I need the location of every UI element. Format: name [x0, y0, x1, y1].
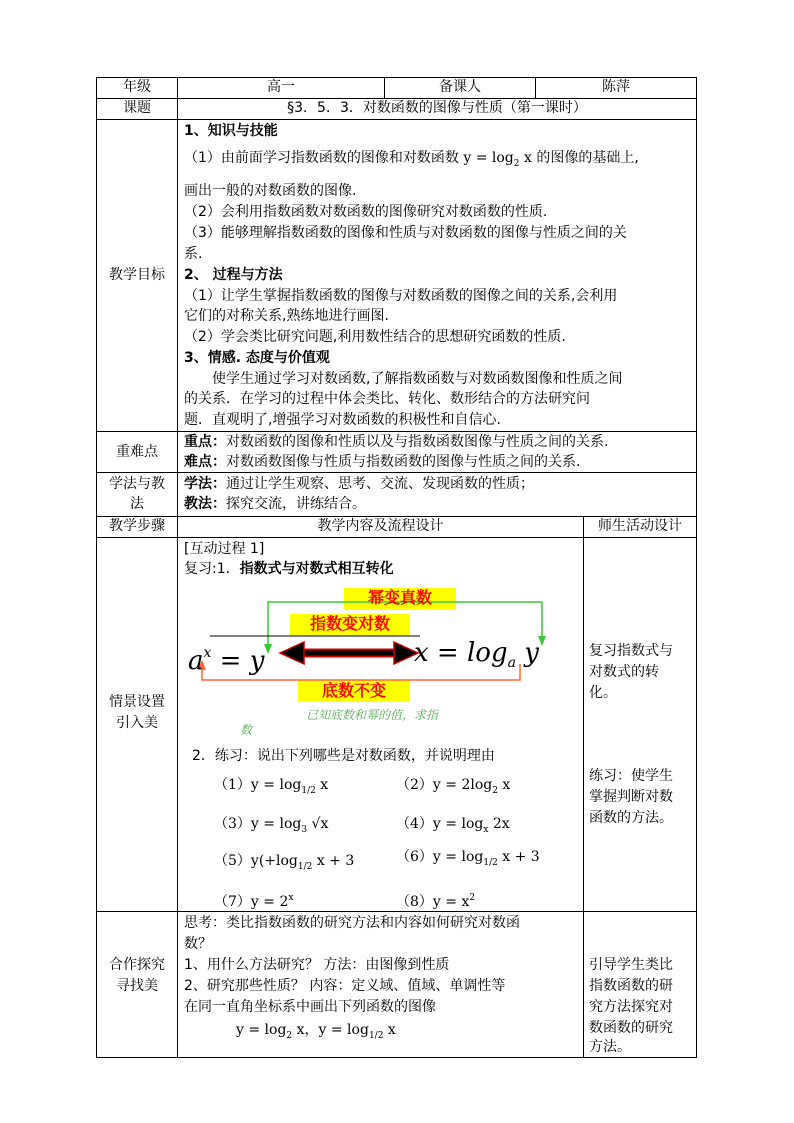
explore-label: 寻找美 — [116, 978, 158, 994]
formula-text: y = log — [236, 1022, 287, 1038]
item-formula: y = 2 — [250, 894, 289, 910]
eq-text: a — [188, 646, 204, 676]
preparer-value: 陈萍 — [602, 79, 630, 95]
goal-text-part: （1）由前面学习指数函数的图像和对数函数 — [184, 150, 459, 166]
item-formula: y = log — [250, 777, 302, 793]
steps-header-col1: 教学步骤 — [109, 518, 165, 534]
item-formula: y = x — [432, 894, 470, 910]
exercise-prompt: 2．练习：说出下列哪些是对数函数，并说明理由 — [192, 748, 495, 764]
explore-text: 1、用什么方法研究？ 方法：由图像到性质 — [184, 957, 450, 973]
topic-value: §3．5．3．对数函数的图像与性质（第一课时） — [287, 100, 587, 116]
methods-label: 法 — [130, 496, 144, 512]
grid-line — [96, 537, 697, 538]
green-arrowhead — [264, 644, 272, 654]
grid-line — [177, 77, 178, 1058]
goals-label: 教学目标 — [109, 267, 165, 283]
explore-text: 在同一直角坐标系中画出下列函数的图像 — [184, 999, 436, 1015]
goal-text: 题．直观明了,增强学习对数函数的积极性和自信心. — [184, 412, 501, 428]
eq-text: y — [515, 638, 539, 668]
focus-label: 重点： — [184, 434, 226, 450]
item-formula: y = log — [432, 849, 484, 865]
item-number: （2） — [396, 777, 433, 793]
grid-line — [96, 119, 697, 120]
goal-text-part: 的图像的基础上, — [536, 150, 639, 166]
formula-sub: 1/2 — [368, 1031, 384, 1041]
eq-text: = y — [211, 646, 265, 676]
formula-text: x， — [292, 1022, 319, 1038]
item-sup: 2 — [469, 893, 476, 903]
grid-line — [96, 472, 697, 473]
side-note: 数函数的研究 — [589, 1020, 673, 1036]
exercise-item — [214, 814, 328, 840]
item-number: （5） — [214, 853, 251, 869]
arrow-left — [280, 642, 304, 664]
item-formula: y = 2log — [432, 777, 493, 793]
formula-text: y = log — [318, 1022, 369, 1038]
side-note: 掌握判断对数 — [589, 789, 673, 805]
teach-line — [184, 494, 366, 514]
item-number: （3） — [214, 816, 251, 832]
difficulty-text: 对数函数图像与性质与指数函数的图像与性质之间的关系. — [226, 454, 581, 470]
goal-text: 画出一般的对数函数的图像. — [184, 183, 357, 199]
grade-value: 高一 — [267, 79, 295, 95]
teach-label: 教法： — [184, 496, 226, 512]
item-sub: 1/2 — [297, 862, 313, 872]
formula-text: x — [519, 150, 532, 166]
explore-text: 数？ — [184, 936, 212, 952]
eq-sub: a — [507, 655, 516, 671]
section-title: 2、 过程与方法 — [184, 267, 283, 283]
side-note: 化。 — [589, 685, 617, 701]
side-note: 复习指数式与 — [589, 643, 673, 659]
teach-text: 探究交流，讲练结合。 — [226, 496, 366, 512]
item-number: （6） — [396, 849, 433, 865]
item-rest: x — [315, 777, 329, 793]
explore-text: 思考：类比指数函数的研究方法和内容如何研究对数函 — [184, 915, 520, 931]
faded-note: 数 — [240, 723, 253, 737]
power-box-text: 幂变真数 — [367, 588, 432, 607]
section-title: 3、情感. 态度与价值观 — [184, 350, 330, 366]
item-sub: x — [483, 825, 489, 835]
base-box-text: 底数不变 — [321, 681, 386, 700]
focus-line — [184, 432, 608, 452]
item-rest: 2x — [488, 816, 510, 832]
explore-label: 合作探究 — [109, 957, 165, 973]
exercise-item — [214, 851, 354, 877]
difficulty-label: 难点： — [184, 454, 226, 470]
goal-text: 它们的对称关系,熟练地进行画图. — [184, 308, 389, 324]
grade-label: 年级 — [123, 79, 151, 95]
scene-label: 引入美 — [116, 715, 158, 731]
grid-line — [696, 77, 697, 1058]
formula-text: x — [383, 1022, 396, 1038]
goal-text: （2）会利用指数函数对数函数的图像研究对数函数的性质. — [184, 204, 548, 220]
faded-note: 已知底数和幂的值，求指 — [306, 708, 439, 722]
steps-header-col3: 师生活动设计 — [598, 518, 682, 534]
eq-text: x = log — [414, 638, 508, 668]
exercise-item — [214, 888, 293, 912]
item-number: （1） — [214, 777, 251, 793]
goal-text: 使学生通过学习对数函数,了解指数函数与对数函数图像和性质之间 — [212, 371, 623, 387]
item-number: （4） — [396, 816, 433, 832]
formula-sub: 2 — [286, 1031, 293, 1041]
preparer-label: 备课人 — [439, 79, 481, 95]
side-note: 练习：使学生 — [589, 768, 673, 784]
item-formula: y = log — [432, 816, 484, 832]
eq-sup: x — [203, 645, 212, 661]
side-note: 函数的方法。 — [589, 810, 673, 826]
difficulty-line — [184, 452, 580, 472]
keypoints-label: 重难点 — [116, 444, 158, 460]
review-title: 指数式与对数式相互转化 — [239, 561, 394, 577]
item-sub: 1/2 — [301, 786, 316, 796]
review-prefix: 复习:1． — [184, 561, 240, 577]
formula-sub: 2 — [513, 159, 520, 169]
exercise-item — [214, 775, 328, 801]
explore-text: 2、研究那些性质？ 内容：定义域、值域、单调性等 — [184, 978, 506, 994]
review-line — [184, 559, 394, 579]
exponential-form — [188, 637, 264, 677]
goal-text: （3）能够理解指数函数的图像和性质与对数函数的图像与性质之间的关 — [184, 225, 627, 241]
item-rest: x — [497, 777, 511, 793]
exercise-item — [396, 775, 510, 801]
logarithmic-form — [414, 637, 539, 679]
side-note: 方法。 — [589, 1039, 631, 1055]
goal-text — [184, 148, 639, 174]
process-label: [互动过程 1] — [184, 541, 265, 557]
item-formula: y(+log — [250, 853, 298, 869]
focus-text: 对数函数的图像和性质以及与指数函数图像与性质之间的关系. — [226, 434, 609, 450]
exercise-item — [396, 847, 540, 873]
goal-text: （2）学会类比研究问题,利用数性结合的思想研究函数的性质. — [184, 329, 566, 345]
green-arrowhead — [538, 636, 546, 646]
goal-text: 的关系．在学习的过程中体会类比、转化、数形结合的方法研究问 — [184, 391, 590, 407]
learn-line — [184, 474, 534, 494]
topic-label: 课题 — [123, 100, 151, 116]
section-title: 1、知识与技能 — [184, 123, 278, 139]
item-sub: 2 — [492, 786, 498, 796]
item-rest: x + 3 — [497, 849, 540, 865]
methods-label: 学法与教 — [109, 476, 165, 492]
steps-header-col2: 教学内容及流程设计 — [317, 518, 444, 534]
exercise-item — [396, 888, 475, 912]
explore-formulas — [236, 1020, 396, 1046]
side-note: 引导学生类比 — [589, 957, 673, 973]
item-sup: x — [288, 893, 294, 903]
exercise-item — [396, 814, 510, 840]
formula — [463, 150, 532, 169]
side-note: 指数函数的研 — [589, 978, 673, 994]
goal-text: 系. — [184, 246, 203, 262]
item-rest: √x — [307, 816, 329, 832]
scene-label: 情景设置 — [109, 694, 165, 710]
exponent-box-text: 指数变对数 — [309, 614, 390, 633]
item-number: （7） — [214, 894, 251, 910]
learn-text: 通过让学生观察、思考、交流、发现函数的性质； — [226, 476, 534, 492]
grid-line — [96, 1057, 697, 1058]
item-number: （8） — [396, 894, 433, 910]
side-note: 究方法探究对 — [589, 999, 673, 1015]
side-note: 对数式的转 — [589, 664, 659, 680]
grid-line — [96, 77, 97, 1058]
item-formula: y = log — [250, 816, 302, 832]
learn-label: 学法： — [184, 476, 226, 492]
formula-text: y = log — [463, 150, 514, 166]
grid-line — [583, 516, 584, 1058]
item-rest: x + 3 — [312, 853, 355, 869]
item-sub: 3 — [301, 825, 308, 835]
item-sub: 1/2 — [483, 858, 498, 868]
goal-text: （1）让学生掌握指数函数的图像与对数函数的图像之间的关系,会利用 — [184, 288, 618, 304]
